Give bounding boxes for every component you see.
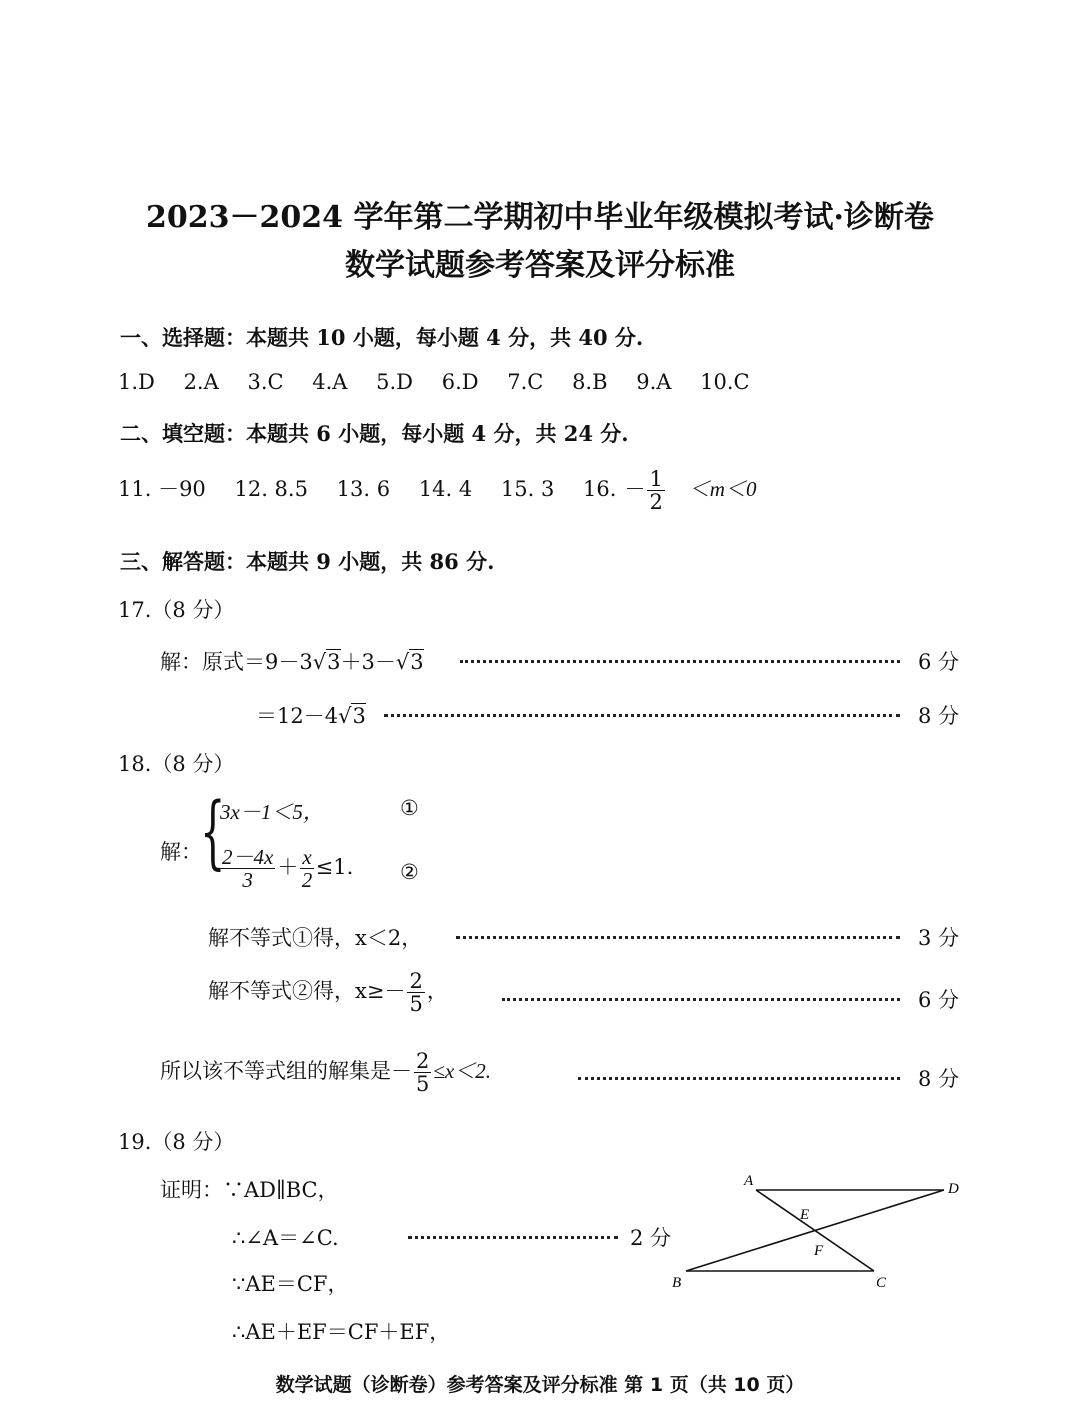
answer-6: 6.D: [441, 370, 479, 394]
title-line-2: 数学试题参考答案及评分标准: [345, 248, 735, 283]
answer-15: 15. 3: [500, 477, 555, 502]
q17-radicand-3: 3: [352, 704, 366, 728]
q18-score-2: 6 分: [918, 988, 960, 1012]
q18-step-2-tail: ，: [426, 979, 448, 1004]
q17-line-2-prefix: ＝12－4: [256, 704, 339, 728]
answer-16-minus: －: [624, 477, 646, 502]
answer-16-label: 16.: [583, 477, 617, 502]
answer-16: [583, 467, 757, 515]
sqrt-symbol: √3: [338, 704, 366, 728]
q18-conclusion-num: 2: [416, 1049, 430, 1073]
page-footer: 数学试题（诊断卷）参考答案及评分标准 第 1 页（共 10 页）: [275, 1374, 805, 1396]
q18-plus: ＋: [277, 855, 299, 880]
answer-16-tail: ＜m＜0: [688, 477, 757, 502]
dot-leader: [502, 998, 900, 1001]
answer-16-numerator: 1: [649, 467, 663, 491]
answer-8: 8.B: [572, 370, 608, 394]
q18-label: 18.（8 分）: [118, 752, 235, 776]
answer-14: 14. 4: [418, 477, 473, 502]
label-E: E: [800, 1207, 810, 1223]
q18-fraction-2-den: 2: [301, 868, 313, 893]
q19-line-4: ∴AE＋EF＝CF＋EF，: [232, 1320, 451, 1344]
dot-leader: [460, 660, 900, 663]
q18-conclusion: [160, 1050, 491, 1095]
q17-line-1: [160, 646, 424, 676]
q17-score-2: 8 分: [918, 704, 960, 728]
q18-score-3: 8 分: [918, 1067, 960, 1091]
answer-9: 9.A: [636, 370, 672, 394]
dot-leader: [384, 714, 900, 717]
q17-radicand-1: 3: [327, 650, 341, 674]
q18-conclusion-tail: ≤x＜2.: [433, 1059, 491, 1084]
section-2-answers: [118, 468, 756, 513]
answer-3: 3.C: [247, 370, 284, 394]
q18-step-2-num: 2: [409, 969, 423, 993]
q18-fraction-2-num: x: [302, 845, 312, 869]
q18-step-2-fraction: [407, 970, 424, 1015]
section-1-heading: 一、选择题：本题共 10 小题，每小题 4 分，共 40 分.: [120, 325, 644, 350]
q19-line-2: ∴∠A＝∠C.: [232, 1226, 339, 1250]
q18-fraction-2: [300, 846, 313, 891]
answer-16-fraction: [647, 468, 686, 513]
section-2-heading: 二、填空题：本题共 6 小题，每小题 4 分，共 24 分.: [120, 421, 629, 446]
dot-leader: [456, 936, 900, 939]
q18-mark-2: ②: [400, 860, 419, 884]
q18-step-1: 解不等式①得，x＜2，: [208, 926, 423, 950]
answer-13: 13. 6: [336, 477, 391, 502]
q18-conclusion-den: 5: [416, 1072, 430, 1097]
q18-fraction-1: [220, 846, 275, 891]
q18-score-1: 3 分: [918, 926, 960, 950]
q19-score-1: 2 分: [630, 1226, 672, 1250]
q18-inequality-2: [218, 846, 353, 891]
q18-conclusion-fraction: [414, 1050, 431, 1095]
answer-4: 4.A: [312, 370, 348, 394]
q18-mark-1: ①: [400, 796, 419, 820]
answer-16-denominator: 2: [649, 490, 663, 515]
q18-step-2: [208, 970, 448, 1015]
q17-radicand-2: 3: [410, 650, 424, 674]
label-D: D: [948, 1181, 959, 1197]
dot-leader: [578, 1077, 900, 1080]
answer-1: 1.D: [118, 370, 155, 394]
q17-label: 17.（8 分）: [118, 598, 235, 622]
label-B: B: [672, 1275, 682, 1291]
q18-jie: 解：: [160, 840, 202, 864]
q18-step-2-den: 5: [409, 992, 423, 1017]
answer-12: 12. 8.5: [234, 477, 308, 502]
dot-leader: [408, 1236, 618, 1239]
geometry-figure: [660, 1165, 980, 1295]
answer-10: 10.C: [700, 370, 750, 394]
answer-11: 11. －90: [118, 477, 206, 502]
sqrt-symbol: √3: [312, 650, 341, 674]
q19-line-3: ∵AE＝CF，: [232, 1272, 349, 1296]
section-1-answers: [118, 370, 772, 394]
q17-line-2: [256, 700, 366, 730]
label-A: A: [744, 1173, 754, 1189]
label-F: F: [814, 1243, 824, 1259]
q17-line-1-mid: ＋3－: [340, 650, 396, 674]
q17-line-1-prefix: 解：原式＝9－3: [160, 650, 313, 674]
q18-conclusion-prefix: 所以该不等式组的解集是－: [160, 1059, 412, 1084]
q18-inequality-1: 3x－1＜5，: [220, 800, 324, 824]
q19-label: 19.（8 分）: [118, 1130, 235, 1154]
q18-fraction-1-num: 2－4x: [222, 845, 274, 869]
system-brace: {: [200, 785, 226, 878]
label-C: C: [876, 1275, 887, 1291]
q17-score-1: 6 分: [918, 650, 960, 674]
answer-2: 2.A: [183, 370, 219, 394]
title-line-1: 2023－2024 学年第二学期初中毕业年级模拟考试·诊断卷: [146, 200, 934, 235]
answer-7: 7.C: [507, 370, 544, 394]
section-3-heading: 三、解答题：本题共 9 小题，共 86 分.: [120, 549, 495, 574]
answer-5: 5.D: [376, 370, 414, 394]
q18-inequality-2-tail: ≤1.: [315, 855, 354, 880]
q18-fraction-1-den: 3: [242, 868, 253, 893]
q19-line-1: 证明：∵AD∥BC，: [160, 1178, 339, 1202]
q18-step-2-prefix: 解不等式②得，x≥－: [208, 979, 406, 1004]
sqrt-symbol: √3: [395, 650, 424, 674]
